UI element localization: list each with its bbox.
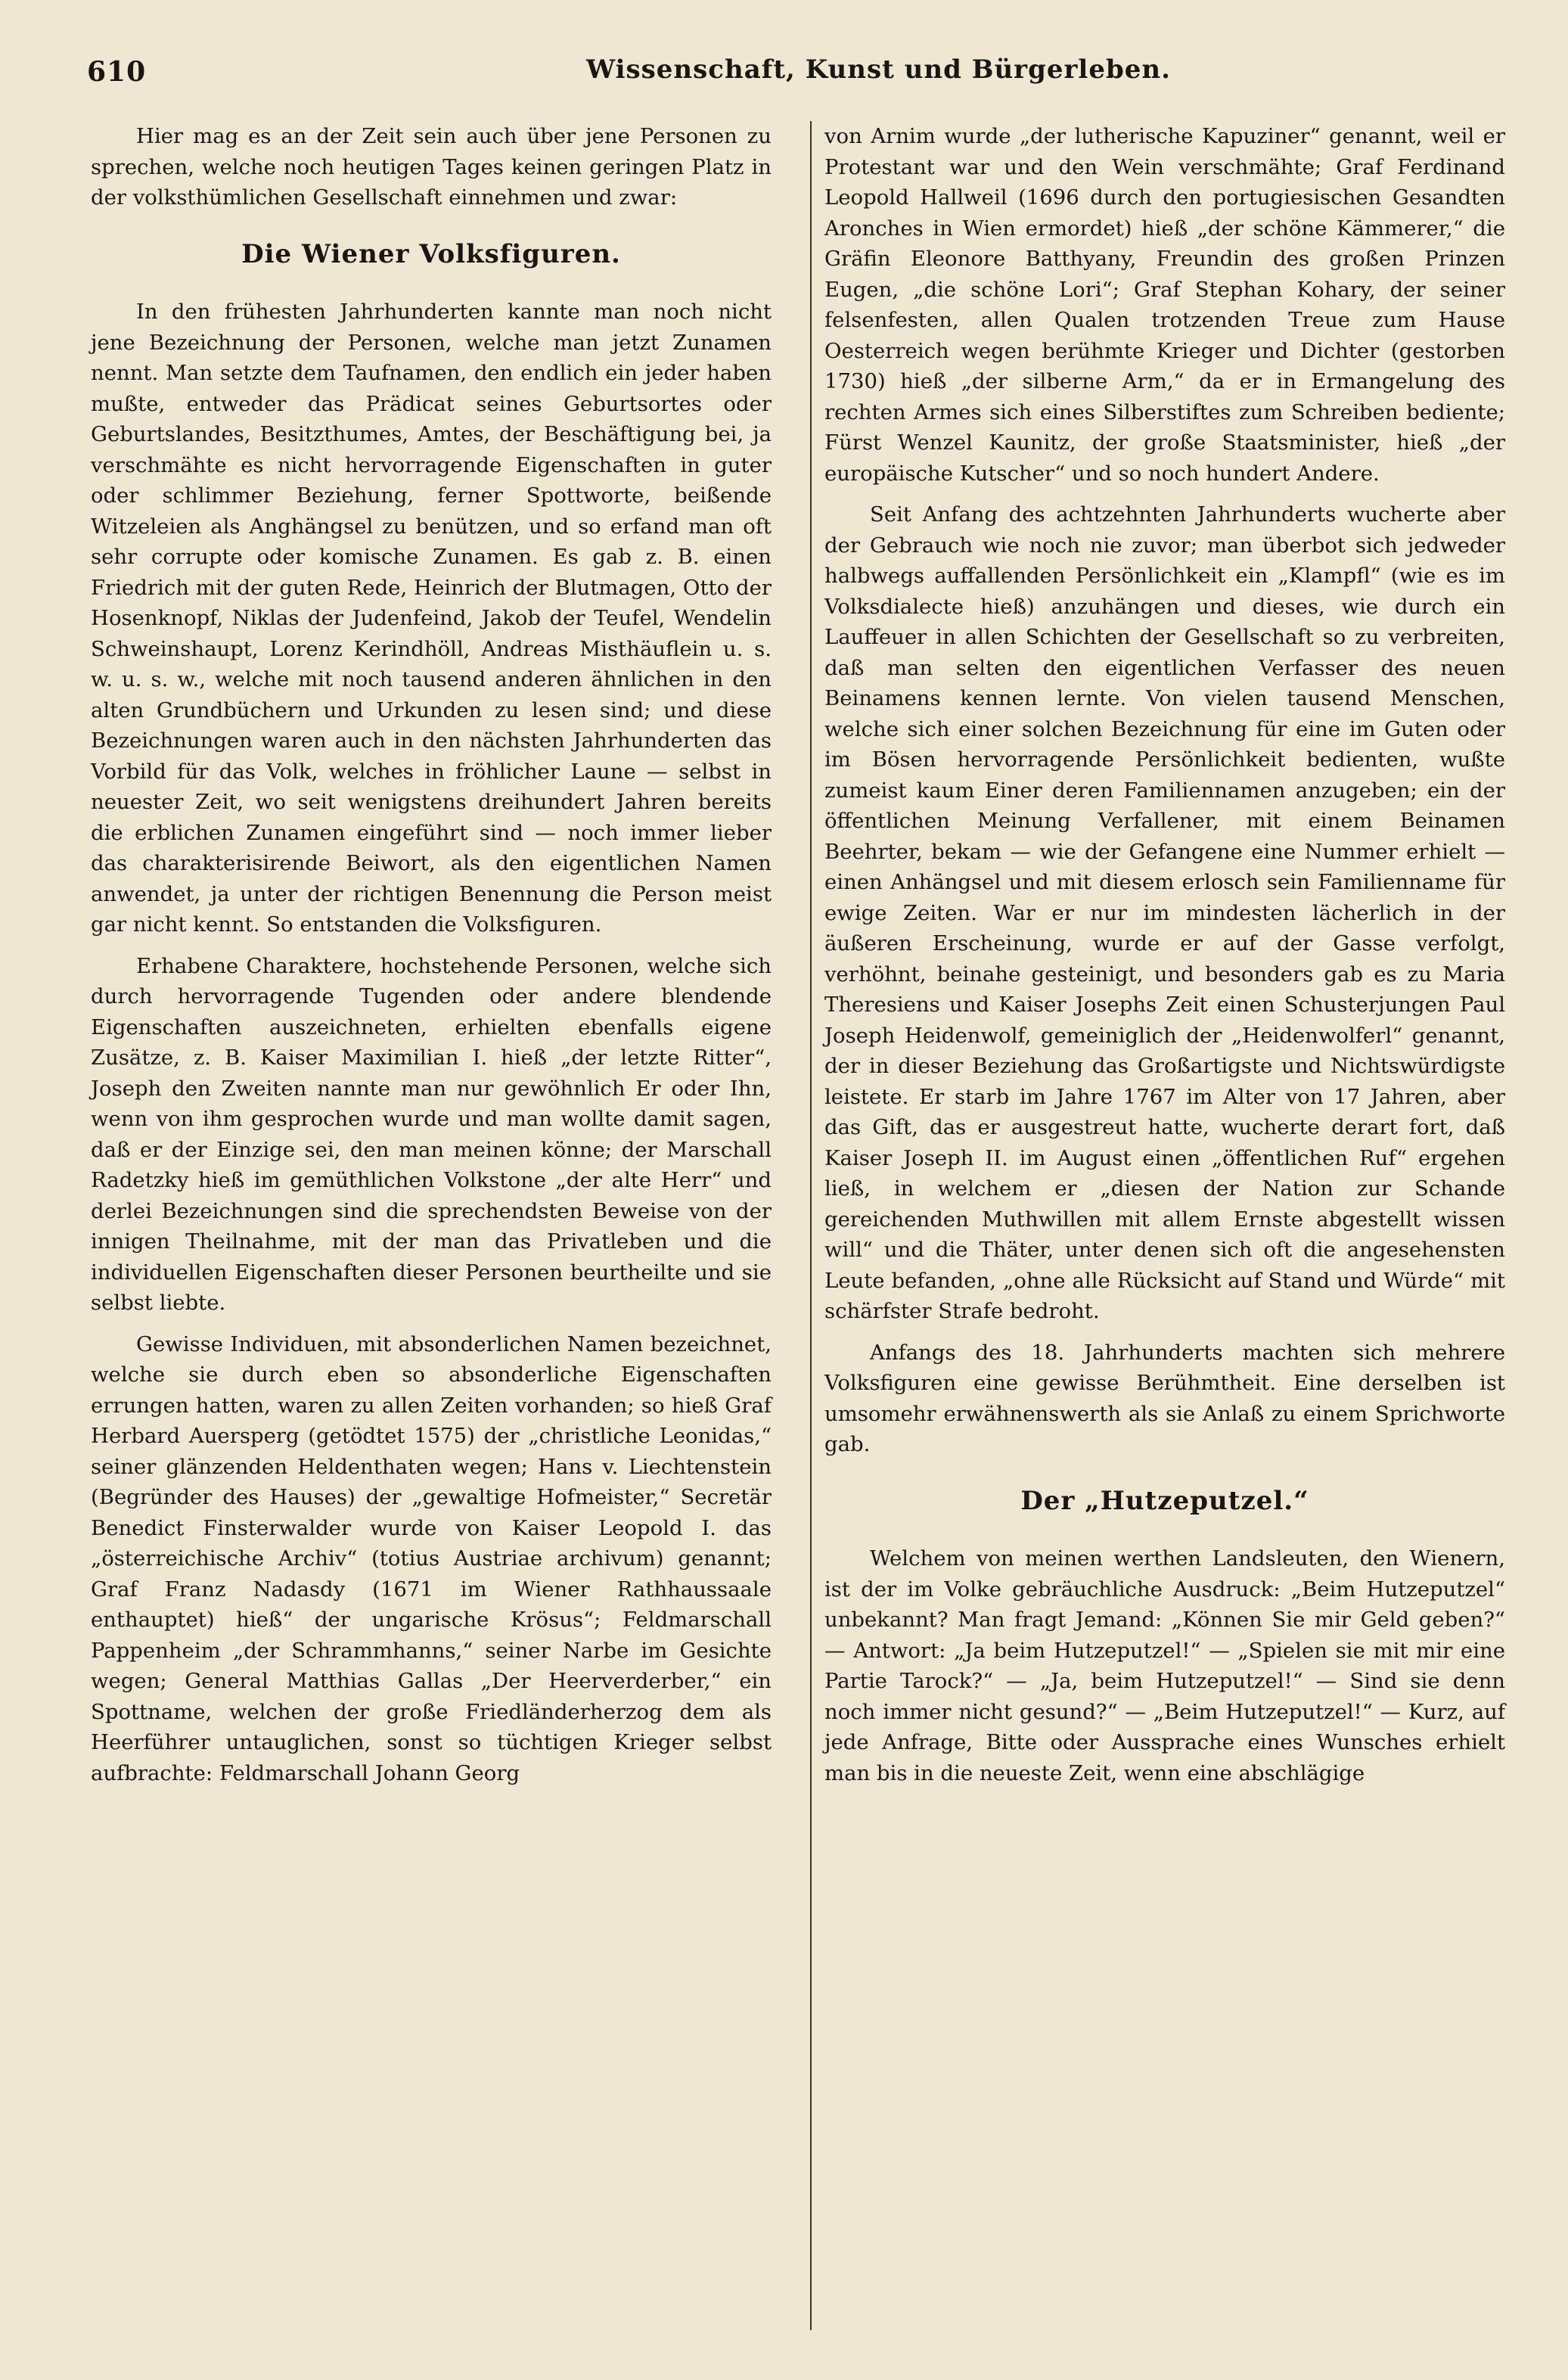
paragraph: In den frühesten Jahrhunderten kannte man noch nicht jene Bezeichnung der Personen, welche man jetzt Zunamen nennt. Man setzte dem Taufnamen, den endlich ein jeder haben mußte, entweder das Prädicat seines Geburtsortes oder Geburtslandes, Besitzthumes, Amtes, der Beschäftigung bei, ja verschmähte es nicht hervorragende Eigenschaften in guter oder schlimmer Beziehung, ferner Spottworte, beißende Witzeleien als Anghängsel zu benützen, und so erfand man oft sehr corrupte oder komische Zunamen. Es gab z. B. einen Friedrich mit der guten Rede, Heinrich der Blutmagen, Otto der Hosenknopf, Niklas der Judenfeind, Jakob der Teufel, Wendelin Schweinshaupt, Lorenz Kerindhöll, Andreas Misthäuflein u. s. w. u. s. w., welche mit noch tausend anderen ähnlichen in den alten Grundbüchern und Urkunden zu lesen sind; und diese Bezeichnungen waren auch in den nächsten Jahrhunderten das Vorbild für das Volk, welches in fröhlicher Laune — selbst in neuester Zeit, wo seit wenigstens dreihundert Jahren bereits die erblichen Zunamen eingeführt sind — noch immer lieber das charakterisirende Beiwort, als den eigentlichen Namen anwendet, ja unter der richtigen Benennung die Person meist gar nicht kennt. So entstanden die Volksfiguren.	[91, 300, 772, 937]
paragraph: Welchem von meinen werthen Landsleuten, den Wienern, ist der im Volke gebräuchliche Ausdruck: „Beim Hutzeputzel“ unbekannt? Man fragt Jemand: „Können Sie mir Geld geben?“ — Antwort: „Ja beim Hutzeputzel!“ — „Spielen sie mit mir eine Partie Tarock?“ — „Ja, beim Hutzeputzel!“ — Sind sie denn noch immer nicht gesund?“ — „Beim Hutzeputzel!“ — Kurz, auf jede Anfrage, Bitte oder Aussprache eines Wunsches erhielt man bis in die neueste Zeit, wenn eine abschlägige	[824, 1546, 1505, 1785]
section-heading-hutzeputzel: Der „Hutzeputzel.“	[1020, 1485, 1309, 1516]
page-number: 610	[87, 56, 147, 88]
page-header	[87, 53, 1507, 91]
paragraph: Seit Anfang des achtzehnten Jahrhunderts wucherte aber der Gebrauch wie noch nie zuvor; man überbot sich jedweder halbwegs auffallenden Persönlichkeit ein „Klampfl“ (wie es im Volksdialecte hieß) anzuhängen und dieses, wie durch ein Lauffeuer in allen Schichten der Gesellschaft so zu verbreiten, daß man selten den eigentlichen Verfasser des neuen Beinamens kennen lernte. Von vielen tausend Menschen, welche sich einer solchen Bezeichnung für eine im Guten oder im Bösen hervorragende Persönlichkeit bedienten, wußte zumeist kaum Einer deren Familiennamen anzugeben; ein der öffentlichen Meinung Verfallener, mit einem Beinamen Beehrter, bekam — wie der Gefangene eine Nummer erhielt — einen Anhängsel und mit diesem erlosch sein Familienname für ewige Zeiten. War er nur im mindesten lächerlich in der äußeren Erscheinung, wurde er auf der Gasse verfolgt, verhöhnt, beinahe gesteinigt, und besonders gab es zu Maria Theresiens und Kaiser Josephs Zeit einen Schusterjungen Paul Joseph Heidenwolf, gemeiniglich der „Heidenwolferl“ genannt, der in dieser Beziehung das Großartigste und Nichtswürdigste leistete. Er starb im Jahre 1767 im Alter von 17 Jahren, aber das Gift, das er ausgestreut hatte, wucherte derart fort, daß Kaiser Joseph II. im August einen „öffentlichen Ruf“ ergehen ließ, in welchem er „diesen der Nation zur Schande gereichenden Muthwillen mit allem Ernste abgestellt wissen will“ und die Thäter, unter denen sich oft die angesehensten Leute befanden, „ohne alle Rücksicht auf Stand und Würde“ mit schärfster Strafe bedroht.	[824, 502, 1505, 1323]
right-column	[824, 121, 1505, 1799]
column-divider	[810, 121, 812, 2330]
paragraph: von Arnim wurde „der lutherische Kapuziner“ genannt, weil er Protestant war und den Wein verschmähte; Graf Ferdinand Leopold Hallweil (1696 durch den portugiesischen Gesandten Aronches in Wien ermordet) hieß „der schöne Kämmerer,“ die Gräfin Eleonore Batthyany, Freundin des großen Prinzen Eugen, „die schöne Lori“; Graf Stephan Kohary, der seiner felsenfesten, allen Qualen trotzenden Treue zum Hause Oesterreich wegen berühmte Krieger und Dichter (gestorben 1730) hieß „der silberne Arm,“ da er in Ermangelung des rechten Armes sich eines Silberstiftes zum Schreiben bediente; Fürst Wenzel Kaunitz, der große Staatsminister, hieß „der europäische Kutscher“ und so noch hundert Andere.	[824, 124, 1505, 486]
section-heading-volksfiguren: Die Wiener Volksfiguren.	[241, 238, 621, 269]
paragraph: Erhabene Charaktere, hochstehende Personen, welche sich durch hervorragende Tugenden oder andere blendende Eigenschaften auszeichneten, erhielten ebenfalls eigene Zusätze, z. B. Kaiser Maximilian I. hieß „der letzte Ritter“, Joseph den Zweiten nannte man nur gewöhnlich Er oder Ihn, wenn von ihm gesprochen wurde und man wollte damit sagen, daß er der Einzige sei, den man meinen könne; der Marschall Radetzky hieß im gemüthlichen Volkstone „der alte Herr“ und derlei Bezeichnungen sind die sprechendsten Beweise von der innigen Theilnahme, mit der man das Privatleben und die individuellen Eigenschaften dieser Personen beurtheilte und sie selbst liebte.	[91, 953, 772, 1315]
paragraph: Anfangs des 18. Jahrhunderts machten sich mehrere Volksfiguren eine gewisse Berühmtheit. Eine derselben ist umsomehr erwähnenswerth als sie Anlaß zu einem Sprichworte gab.	[824, 1340, 1505, 1456]
intro-paragraph: Hier mag es an der Zeit sein auch über jene Personen zu sprechen, welche noch heutigen Tages keinen geringen Platz in der volksthümlichen Gesellschaft einnehmen und zwar:	[91, 124, 772, 210]
left-column	[91, 121, 772, 1799]
paragraph: Gewisse Individuen, mit absonderlichen Namen bezeichnet, welche sie durch eben so absonderliche Eigenschaften errungen hatten, waren zu allen Zeiten vorhanden; so hieß Graf Herbard Auersperg (getödtet 1575) der „christliche Leonidas,“ seiner glänzenden Heldenthaten wegen; Hans v. Liechtenstein (Begründer des Hauses) der „gewaltige Hofmeister,“ Secretär Benedict Finsterwalder wurde von Kaiser Leopold I. das „österreichische Archiv“ (totius Austriae archivum) genannt; Graf Franz Nadasdy (1671 im Wiener Rathhaussaale enthauptet) hieß“ der ungarische Krösus“; Feldmarschall Pappenheim „der Schrammhanns,“ seiner Narbe im Gesichte wegen; General Matthias Gallas „Der Heerverderber,“ ein Spottname, welchen der große Friedländerherzog dem als Heerführer untauglichen, sonst so tüchtigen Krieger selbst aufbrachte: Feldmarschall Johann Georg	[91, 1331, 772, 1785]
running-head: Wissenschaft, Kunst und Bürgerleben.	[586, 54, 1171, 85]
